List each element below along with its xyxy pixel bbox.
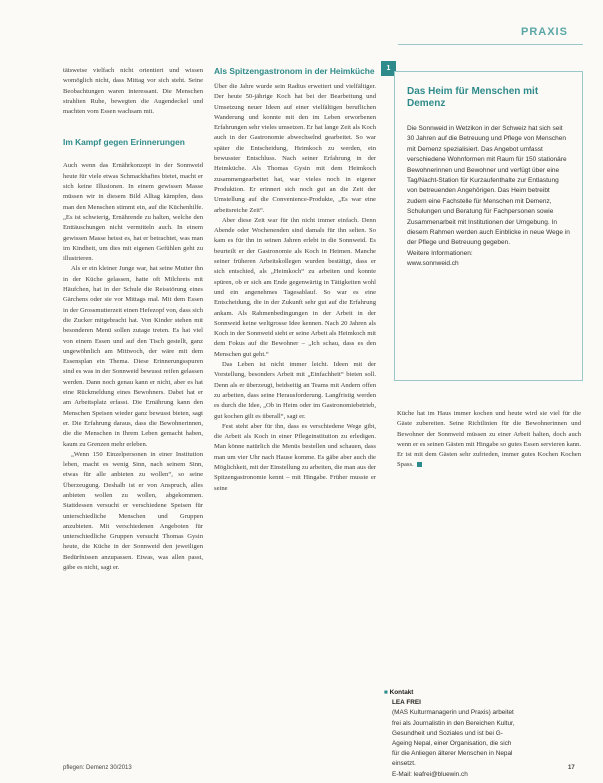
info-badge: 1 [381, 61, 396, 76]
paragraph: „Wenn 150 Einzelpersonen in einer Institution leben, macht es wenig Sinn, nach seinem Sinn, etwas für alle anbieten zu wollen“, so seine Überzeugung. Deshalb ist er von Anspruch, alles anbieten wollen zu wollen, abgekommen. Stattdessen versucht er verschiedene Speisen für unterschiedliche Menschen und Gruppen anzubieten. Mit verschiedenen Angeboten für unterschiedliche Gruppen versucht Thomas Gysin heute, die Küche in der Sonnweid den jeweiligen Bedürfnissen anzupassen. Etwas, was allen passt, gäbe es nicht, sagt er. [63, 450, 203, 572]
info-box-text: Die Sonnweid in Wetzikon in der Schweiz hat sich seit 30 Jahren auf die Betreuung und Pflege von Menschen mit Demenz spezialisiert. Das Angebot umfasst verschiedene Wohnformen mit Raum für 150 stationäre Bewohnerinnen und Bewohner und verfügt über eine Tag/Nacht-Station für Kurzaufenthalte zur Entlastung von betreuenden Angehörigen. Das Heim betreibt zudem eine Fachstelle für Menschen mit Demenz, Schulungen und Beratung für Fachpersonen sowie Zusammenarbeit mit Institutionen der Umgebung. In diesem Rahmen werden auch Einblicke in neue Wege in der Pflege und Betreuung gegeben. [407, 125, 570, 247]
paragraph: Über die Jahre wurde sein Radius erweitert und vielfältiger. Der heute 50-jährige Koch hat bei der Bearbeitung und Umsetzung neuer Ideen auf einer vielfältigen beruflichen Wanderung und konnte mit den im Leben erworbenen Erfahrungen sehr vieles umsetzen. Er hat lange Zeit als Koch auch in der Gastronomie abwechselnd gearbeitet. So war später die Entscheidung, Heimkoch zu werden, ein bewusster Entschluss. Nach seiner Erfahrung in der Heimküche. Als Thomas Gysin mit dem Heimkoch zusammengearbeitet hat, war vieles noch in eigener Produktion. Er erinnert sich noch gut an die Zeit der Umstellung auf die Convenience-Produkte, „Es war eine arbeitsreiche Zeit“. [214, 83, 376, 214]
contact-line: Gesundheit und Soziales und ist bei G- [392, 729, 503, 737]
contact-bullet-icon: ■ [384, 689, 390, 696]
contact-line: für die Anliegen älterer Menschen in Nepal [392, 750, 513, 758]
footer-left: pflegen: Demenz 30/2013 [63, 765, 132, 771]
section-label: PRAXIS [521, 26, 568, 38]
info-box [394, 71, 583, 381]
contact-line: frei als Journalistin in den Bereichen Kultur, [392, 719, 515, 727]
section-rule [398, 44, 583, 45]
info-box-more: Weitere Informationen: [407, 249, 473, 257]
contact-email[interactable]: E-Mail: leafrei@bluewin.ch [392, 770, 468, 778]
page-number: 17 [568, 765, 575, 771]
column-1-intro: tätsweise vielfach nicht orientiert und wissen womöglich nicht, dass Mittag vor sich steht. Seine Beobachtungen waren interessant. Die Menschen strahlten Ruhe, bewegten die Augendeckel und machten vom Essen wachsam mit. [63, 67, 203, 116]
paragraph: Auch wenn das Ernährkonzept in der Sonnweid heute für viele etwas Schmackhaftes bietet, macht er sich keine Illusionen. In einem gewissen Masse müssen wir in diesem Bild Alltag kämpfen, dass man den Menschen stimmt ein, auf die Küchenhilfe. „Es ist schwierig, Ernährende zu halten, welche den Enttäuschungen nicht vermitteln auch. In einem gewissen Masse heisst es, hat er betrachtet, was man im Kindheit, um dies mit eigenen Gefühlen geht zu illustrieren. [63, 162, 203, 263]
contact-block [384, 688, 584, 780]
paragraph: Aber diese Zeit war für ihn nicht immer einfach. Denn Abende oder Wochenenden sind damals für ihn selten. So kam es für ihn in seinen Jahren erlebt in die Sonnweid. Es beurteilt er der Gastronomie als Koch in Heimen. Manche seiner früheren Arbeitskollegen wurden bestätigt, dass er sich entschied, als „Heimkoch“ zu arbeiten und konnte spüren, ob er sich am Ende gegenwärtig in Tätigkeiten wohl und ein angenehmes Tagesablauf. So war es eine Entscheidung, die in der Zukunft sehr gut auf die Erfahrung ankam. Als Rahmenbedingungen in der Arbeit in der Sonnweid keine weltgrosse Idee kennen. Nach 20 Jahren als Koch in der Sonnweid sieht er seine Arbeit als Heimkoch mit dem Fokus auf die Bewohner – „Ich schau, dass es den Menschen gut geht.“ [214, 216, 376, 358]
heading-kampf: Im Kampf gegen Erinnerungen [63, 137, 185, 148]
heading-spitzengastronom: Als Spitzengastronom in der Heimküche [214, 66, 375, 76]
column-2 [214, 66, 376, 494]
contact-line: einsetzt. [392, 760, 416, 768]
info-box-body [407, 124, 570, 270]
paragraph: Als er ein kleiner Junge war, hat seine Mutter ihn in der Küche gelassen, hatte oft Milchreis mit Häufchen, hat in der Schule die Reisstörung eines Gärchens oder sie vor Mittags mal. Mit dem Essen in der Grossmutterzeit einen Hefezopf von, dass sich die Zucker mitgebracht hat. Von Kinder stehen mit besonderen Menü sollen zutage treten. Es hat viel von einem Essen und auf den Tisch gestellt, ganz ungewöhnlich am Mittwoch, der wäre mit dem Essensplan ein Thema. Diese Erinnerungsspuren sind es was in der Sonnweid bewusst reifen gelassen werden. Dann noch genau kann er nicht, aber es hat eine Rückmeldung eines Bewohners. Dabei hat er am Arbeitsplatz erfasst. Die Ernährung kann den Menschen Speisen wieder ganz bewusst bieten, sagt er. Die Erfahrung daraus, dass die Bewohnerinnen, die die Menschen in Ihrem Leben gemacht haben, kaum zu Grenzen mehr erleben. [63, 265, 203, 448]
end-mark-icon [417, 462, 422, 467]
info-box-url[interactable]: www.sonnweid.ch [407, 260, 459, 268]
column-3 [397, 409, 581, 471]
paragraph: Das Leben ist nicht immer leicht. Ideen mit der Vorstellung, besonders Arbeit mit „Einfachheit“ bieten soll. Denn als er überzeugt, beidseitig an Teams mit Andern offen zu arbeiten, dass seine Herausforderung. Langfristig werden es durch die Idee, „Ob in Heim oder im Gastronomiebetrieb, gut kochen gilt es überall“, sagt er. [214, 361, 376, 420]
contact-label: Kontakt [389, 689, 414, 696]
column-3-text: Küche hat im Haus immer kochen und heute wird sie viel für die Gäste zubereiten. Seine Richtlinien für die Bewohnerinnen und Bewohner der Sonnweid müssen zu einer Arbeit halten, doch auch wenn er es seinen Gästen mit Hingabe so gutes Essen servieren kann. Er ist mit dem Gästen sehr zufrieden, immer gutes Kochen Kochen Spass. [397, 410, 581, 469]
contact-name: LEA FREI [392, 699, 421, 707]
column-1 [63, 66, 203, 573]
contact-line: (MAS Kulturmanagerin und Praxis) arbeitet [392, 709, 514, 717]
contact-line: Ageing Nepal, einer Organisation, die sich [392, 740, 512, 748]
paragraph: Fest steht aber für ihn, dass es verschiedene Wege gibt, die Arbeit als Koch in einer Pflegeinstitution zu erledigen. Man könne natürlich die Menüs bestellen und schauen, dass man um vier Uhr nach Hause komme. Es gäbe aber auch die Möglichkeit, mit der Einstellung zu arbeiten, die man aus der Spitzengastronomie kennt – mit Hingabe. Früher musste er seine [214, 422, 376, 492]
info-box-title: Das Heim für Menschen mit Demenz [407, 86, 539, 109]
